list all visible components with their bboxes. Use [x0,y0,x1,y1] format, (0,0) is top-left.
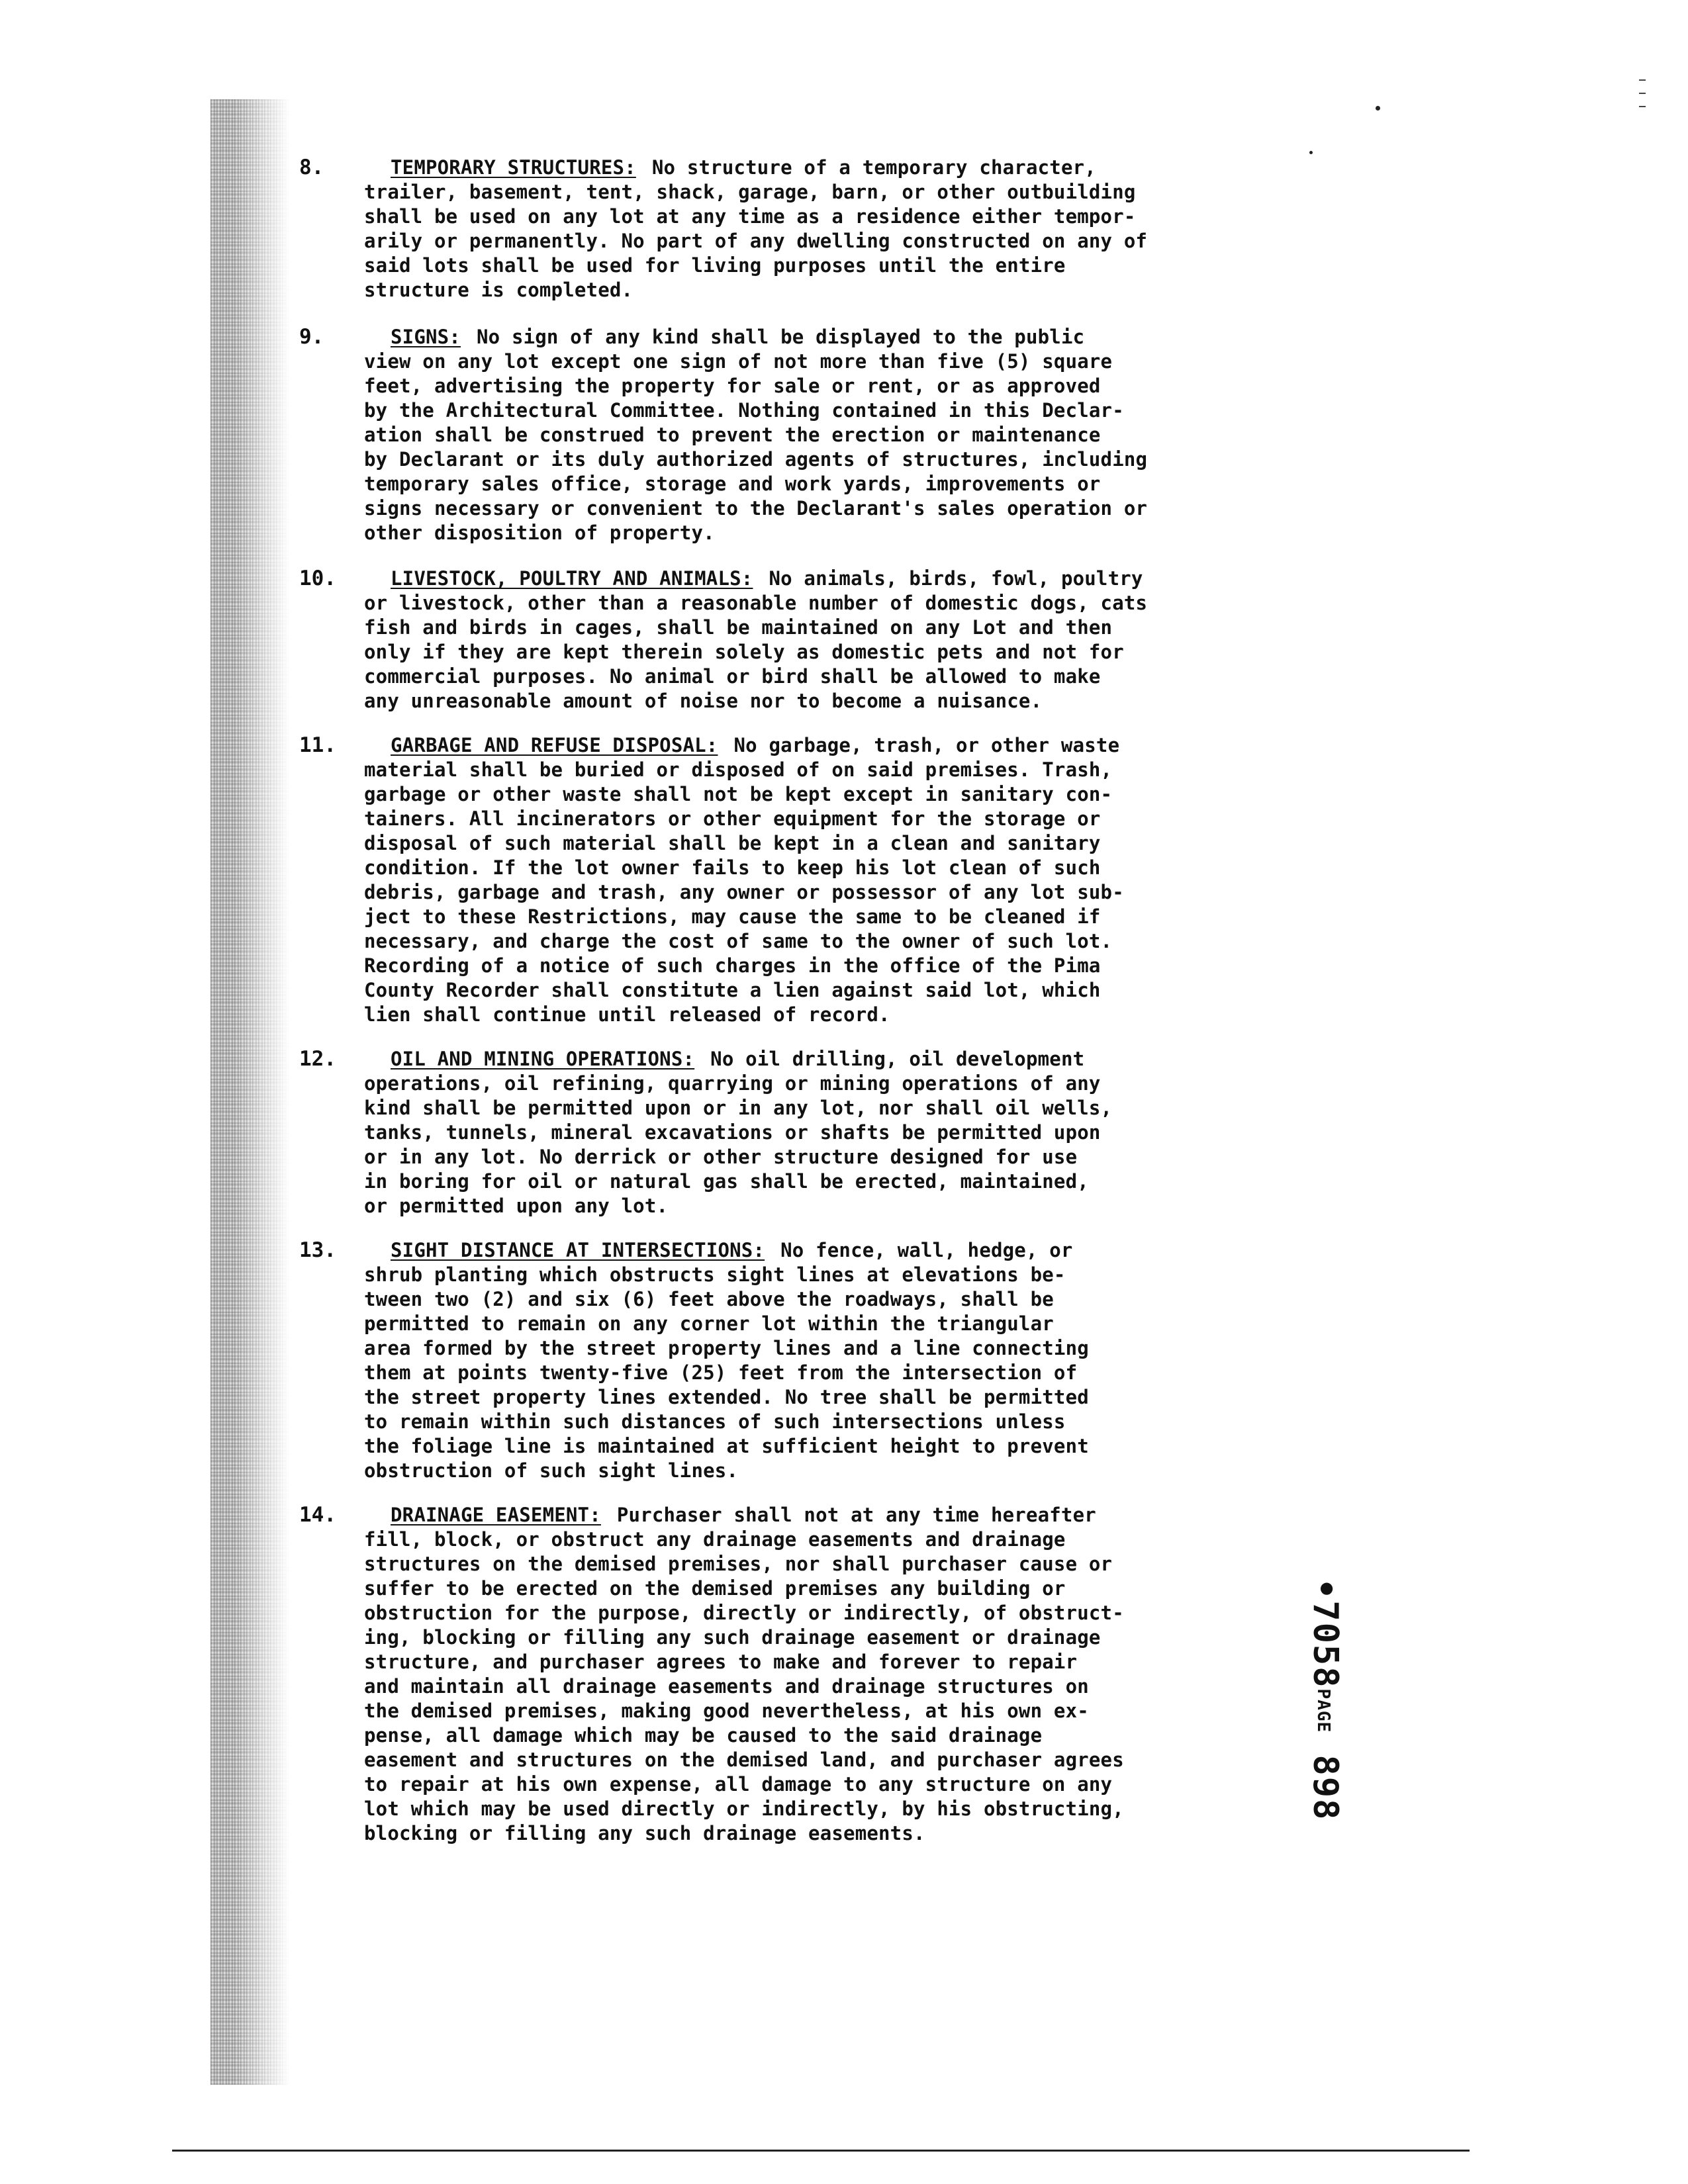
section-first-line [371,1238,1244,1263]
section-heading: DRAINAGE EASEMENT: [391,1504,601,1526]
section-line: shrub planting which obstructs sight lines at elevations be- [364,1263,1066,1286]
section-line: commercial purposes. No animal or bird shall be allowed to make [364,665,1101,688]
section-line: view on any lot except one sign of not more than five (5) square [364,350,1113,373]
section-line: disposal of such material shall be kept in a clean and sanitary [364,832,1101,854]
section-line: shall be used on any lot at any time as a residence either tempor- [364,205,1136,228]
section-line: structure is completed. [364,279,633,301]
covenant-section [299,1238,1244,1483]
section-first-line [371,733,1244,758]
page-label: PAGE [1313,1688,1333,1733]
section-line: easement and structures on the demised land, and purchaser agrees [364,1749,1124,1771]
section-line: feet, advertising the property for sale or rent, or as approved [364,375,1101,397]
section-line: area formed by the street property lines and a line connecting [364,1337,1089,1359]
section-body [364,1503,1244,1846]
scan-speck [1309,151,1313,154]
docket-number: 7058 [1305,1600,1345,1689]
section-number: 11. [299,733,336,757]
section-line: and maintain all drainage easements and drainage structures on [364,1675,1089,1698]
section-line: tween two (2) and six (6) feet above the roadways, shall be [364,1288,1054,1310]
section-line: by the Architectural Committee. Nothing contained in this Declar- [364,399,1124,422]
section-line: fish and birds in cages, shall be maintained on any Lot and then [364,616,1113,639]
section-line: garbage or other waste shall not be kept except in sanitary con- [364,783,1113,805]
section-line: fill, block, or obstruct any drainage easements and drainage [364,1528,1066,1551]
section-line: the foliage line is maintained at sufficient height to prevent [364,1435,1089,1457]
bottom-rule [172,2150,1470,2152]
section-line: No sign of any kind shall be displayed to the public [476,326,1085,348]
section-line: to remain within such distances of such intersections unless [364,1410,1066,1433]
section-line: signs necessary or convenient to the Declarant's sales operation or [364,497,1148,520]
section-line: No structure of a temporary character, [651,156,1096,179]
section-first-line [371,1503,1244,1527]
section-heading: TEMPORARY STRUCTURES: [391,156,636,179]
section-line: said lots shall be used for living purposes until the entire [364,254,1066,277]
covenant-section [299,156,1244,302]
section-line: by Declarant or its duly authorized agents of structures, including [364,448,1148,471]
section-line: only if they are kept therein solely as domestic pets and not for [364,641,1124,663]
section-line: the demised premises, making good nevertheless, at his own ex- [364,1700,1089,1722]
section-line: ation shall be construed to prevent the erection or maintenance [364,424,1101,446]
section-line: operations, oil refining, quarrying or mining operations of any [364,1072,1101,1095]
margin-tick [1639,93,1646,94]
covenant-section [299,325,1244,545]
section-line: obstruction of such sight lines. [364,1459,739,1482]
section-line: debris, garbage and trash, any owner or possessor of any lot sub- [364,881,1124,903]
recording-stamp-text: •7058PAGE 898 [1305,1578,1345,1821]
section-line: Recording of a notice of such charges in the office of the Pima [364,954,1101,977]
section-body [364,1238,1244,1483]
section-first-line [371,325,1244,349]
section-number: 13. [299,1238,336,1262]
section-line: County Recorder shall constitute a lien against said lot, which [364,979,1101,1001]
section-line: lot which may be used directly or indirectly, by his obstructing, [364,1797,1124,1820]
section-line: the street property lines extended. No tree shall be permitted [364,1386,1089,1408]
section-number: 10. [299,567,336,590]
section-body [364,1047,1244,1218]
section-line: temporary sales office, storage and work yards, improvements or [364,473,1101,495]
section-number: 8. [299,156,324,179]
section-line: structure, and purchaser agrees to make and forever to repair [364,1651,1078,1673]
section-line: kind shall be permitted upon or in any lot, nor shall oil wells, [364,1097,1113,1119]
section-line: them at points twenty-five (25) feet from the intersection of [364,1361,1078,1384]
section-line: condition. If the lot owner fails to keep his lot clean of such [364,856,1101,879]
section-heading: GARBAGE AND REFUSE DISPOSAL: [391,734,718,756]
section-line: No garbage, trash, or other waste [733,734,1120,756]
section-heading: LIVESTOCK, POULTRY AND ANIMALS: [391,567,753,590]
section-line: material shall be buried or disposed of on said premises. Trash, [364,758,1113,781]
section-line: or livestock, other than a reasonable number of domestic dogs, cats [364,592,1148,614]
section-line: or in any lot. No derrick or other structure designed for use [364,1146,1078,1168]
section-line: tainers. All incinerators or other equipment for the storage or [364,807,1101,830]
section-line: No animals, birds, fowl, poultry [769,567,1143,590]
section-body [364,325,1244,545]
margin-tick [1639,79,1646,81]
section-line: arily or permanently. No part of any dwelling constructed on any of [364,230,1148,252]
section-line: structures on the demised premises, nor shall purchaser cause or [364,1553,1113,1575]
section-body [364,733,1244,1027]
section-line: suffer to be erected on the demised premises any building or [364,1577,1066,1600]
margin-tick [1639,106,1646,107]
section-first-line [371,567,1244,591]
covenant-section [299,1047,1244,1218]
section-line: permitted to remain on any corner lot within the triangular [364,1312,1054,1335]
section-line: necessary, and charge the cost of same to the owner of such lot. [364,930,1113,952]
section-heading: OIL AND MINING OPERATIONS: [391,1048,695,1070]
section-line: obstruction for the purpose, directly or indirectly, of obstruct- [364,1602,1124,1624]
section-line: or permitted upon any lot. [364,1195,669,1217]
page-number: 898 [1305,1754,1345,1821]
section-line: Purchaser shall not at any time hereafter [616,1504,1096,1526]
covenant-section [299,733,1244,1027]
section-heading: SIGHT DISTANCE AT INTERSECTIONS: [391,1239,765,1261]
section-line: ject to these Restrictions, may cause the same to be cleaned if [364,905,1101,928]
section-first-line [371,156,1244,180]
section-line: any unreasonable amount of noise nor to become a nuisance. [364,690,1043,712]
section-line: to repair at his own expense, all damage to any structure on any [364,1773,1113,1796]
covenant-section [299,567,1244,713]
section-number: 9. [299,325,324,349]
section-line: No fence, wall, hedge, or [780,1239,1073,1261]
section-first-line [371,1047,1244,1071]
section-line: lien shall continue until released of record. [364,1003,890,1026]
section-body [364,156,1244,302]
covenant-section [299,1503,1244,1846]
section-line: ing, blocking or filling any such drainage easement or drainage [364,1626,1101,1649]
covenants-text [299,156,1244,1866]
section-line: trailer, basement, tent, shack, garage, barn, or other outbuilding [364,181,1136,203]
scan-speck [1376,106,1380,111]
section-line: blocking or filling any such drainage easements. [364,1822,925,1844]
section-line: pense, all damage which may be caused to the said drainage [364,1724,1043,1747]
section-line: tanks, tunnels, mineral excavations or shafts be permitted upon [364,1121,1101,1144]
recording-stamp [1297,1578,1350,1821]
section-line: in boring for oil or natural gas shall be erected, maintained, [364,1170,1089,1193]
section-body [364,567,1244,713]
section-number: 14. [299,1503,336,1527]
section-heading: SIGNS: [391,326,461,348]
scan-binding-edge [211,99,290,2085]
section-number: 12. [299,1047,336,1071]
section-line: other disposition of property. [364,522,715,544]
section-line: No oil drilling, oil development [710,1048,1085,1070]
